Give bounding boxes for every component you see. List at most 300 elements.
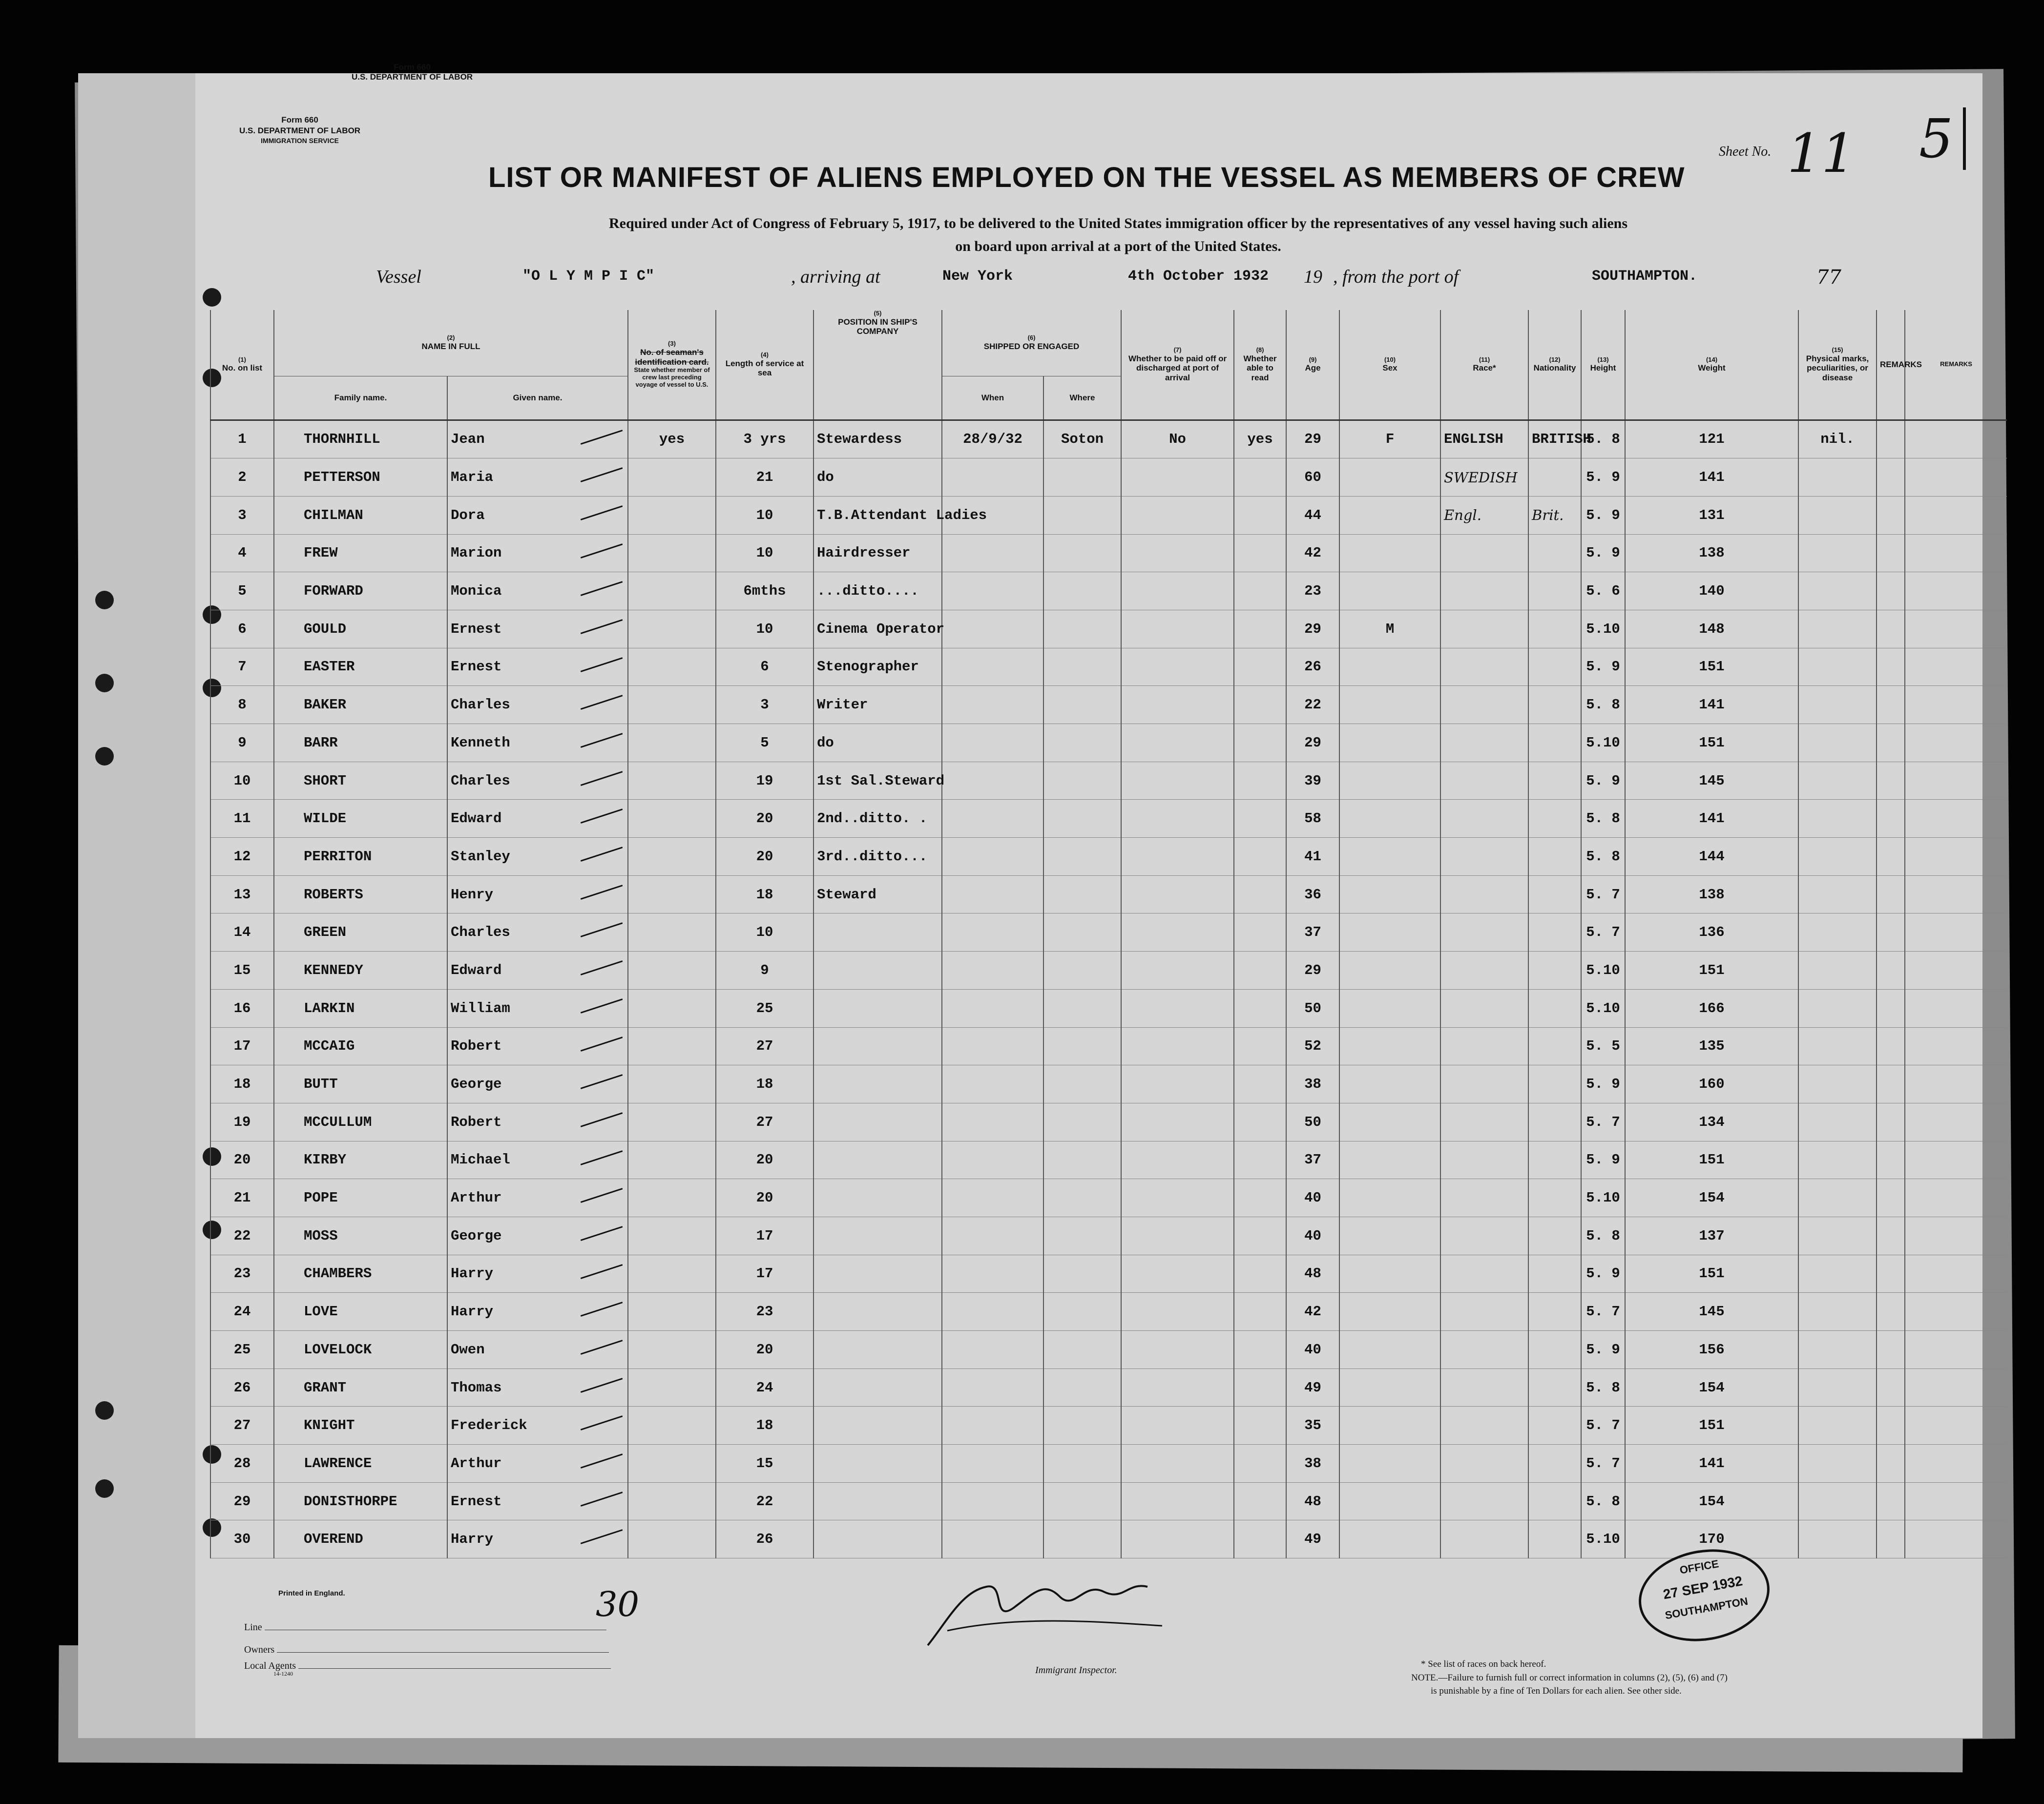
- cell-read: [1234, 496, 1286, 534]
- cell-height: 5. 8: [1581, 420, 1625, 458]
- cell-height: 5. 8: [1581, 1217, 1625, 1255]
- table-row: [210, 724, 2007, 762]
- cell-family: MOSS: [274, 1217, 447, 1255]
- cell-where: [1043, 496, 1121, 534]
- cell-position: T.B.Attendant Ladies: [813, 496, 942, 534]
- cell-length: 18: [716, 875, 813, 913]
- cell-family: BAKER: [274, 686, 447, 724]
- cell-given: [447, 1141, 628, 1179]
- cell-remarks2: [1905, 1520, 2007, 1558]
- cell-family: CHILMAN: [274, 496, 447, 534]
- cell-remarks: [1877, 952, 1905, 990]
- cell-race: [1440, 952, 1528, 990]
- cell-height: 5. 9: [1581, 1065, 1625, 1103]
- cell-family: FREW: [274, 534, 447, 572]
- cell-where: [1043, 534, 1121, 572]
- punch-hole: [95, 1401, 114, 1420]
- cell-prev: [628, 762, 716, 800]
- cell-prev: [628, 875, 716, 913]
- cell-nationality: [1528, 1217, 1581, 1255]
- cell-remarks2: [1905, 913, 2007, 952]
- cell-remarks: [1877, 838, 1905, 876]
- cell-paid: [1121, 1445, 1234, 1483]
- cell-no: 28: [210, 1445, 274, 1483]
- cell-age: 29: [1286, 420, 1339, 458]
- cell-height: 5. 9: [1581, 1255, 1625, 1293]
- cell-remarks2: [1905, 458, 2007, 497]
- cell-physical: [1798, 458, 1877, 497]
- cell-position: Steward: [813, 875, 942, 913]
- cell-read: [1234, 686, 1286, 724]
- cell-age: 42: [1286, 1293, 1339, 1331]
- cell-family: LOVELOCK: [274, 1331, 447, 1369]
- cell-nationality: [1528, 1065, 1581, 1103]
- given-name: Edward: [451, 962, 502, 978]
- cell-family: ROBERTS: [274, 875, 447, 913]
- stamp-bottom: SOUTHAMPTON: [1664, 1595, 1749, 1622]
- cell-height: 5.10: [1581, 989, 1625, 1027]
- cell-height: 5.10: [1581, 1520, 1625, 1558]
- vessel-name: "O L Y M P I C": [522, 268, 655, 285]
- cell-read: [1234, 762, 1286, 800]
- cell-where: [1043, 1141, 1121, 1179]
- cell-position: [813, 1331, 942, 1369]
- col-remarks2-header: REMARKS: [1905, 310, 2007, 420]
- cell-sex: [1339, 1141, 1440, 1179]
- given-name: Charles: [451, 697, 510, 713]
- cell-race: [1440, 1482, 1528, 1520]
- cell-remarks2: [1905, 534, 2007, 572]
- cell-sex: [1339, 1179, 1440, 1217]
- cell-given: [447, 800, 628, 838]
- cell-where: [1043, 1369, 1121, 1407]
- table-row: [210, 1482, 2007, 1520]
- col-given-header: Given name.: [447, 376, 628, 420]
- cell-read: [1234, 1141, 1286, 1179]
- cell-prev: [628, 458, 716, 497]
- cell-nationality: BRITISH: [1528, 420, 1581, 458]
- cell-when: [942, 1027, 1043, 1065]
- table-row: [210, 1445, 2007, 1483]
- cell-height: 5.10: [1581, 610, 1625, 648]
- cell-no: 23: [210, 1255, 274, 1293]
- cell-where: Soton: [1043, 420, 1121, 458]
- cell-height: 5.10: [1581, 952, 1625, 990]
- given-name: Harry: [451, 1531, 494, 1548]
- cell-sex: [1339, 496, 1440, 534]
- cell-age: 50: [1286, 1103, 1339, 1141]
- cell-weight: 140: [1625, 572, 1798, 610]
- cell-read: [1234, 1027, 1286, 1065]
- col-name-header: (2) NAME IN FULL: [274, 310, 628, 376]
- cell-length: 6: [716, 648, 813, 686]
- cell-height: 5. 7: [1581, 913, 1625, 952]
- cell-paid: [1121, 800, 1234, 838]
- cell-nationality: [1528, 648, 1581, 686]
- cell-when: [942, 610, 1043, 648]
- cell-height: 5. 7: [1581, 1293, 1625, 1331]
- cell-given: [447, 1103, 628, 1141]
- cell-no: 5: [210, 572, 274, 610]
- cell-race: [1440, 1027, 1528, 1065]
- cell-physical: [1798, 496, 1877, 534]
- cell-paid: [1121, 1141, 1234, 1179]
- cell-weight: 151: [1625, 648, 1798, 686]
- cell-no: 12: [210, 838, 274, 876]
- cell-when: [942, 1217, 1043, 1255]
- table-row: [210, 420, 2007, 458]
- table-row: [210, 952, 2007, 990]
- cell-position: do: [813, 724, 942, 762]
- table-row: [210, 458, 2007, 497]
- cell-position: 3rd..ditto...: [813, 838, 942, 876]
- cell-read: [1234, 1445, 1286, 1483]
- outer-form-number: Form 660: [394, 62, 431, 72]
- given-name: Arthur: [451, 1455, 502, 1472]
- cell-weight: 121: [1625, 420, 1798, 458]
- cell-prev: [628, 1331, 716, 1369]
- col-race-header: (11) Race*: [1440, 310, 1528, 420]
- stamp-date: 27 SEP 1932: [1662, 1573, 1744, 1602]
- vessel-line: [376, 266, 1890, 290]
- cell-paid: [1121, 1293, 1234, 1331]
- cell-where: [1043, 572, 1121, 610]
- cell-read: yes: [1234, 420, 1286, 458]
- cell-when: [942, 572, 1043, 610]
- cell-age: 26: [1286, 648, 1339, 686]
- check-mark: [581, 1226, 623, 1241]
- given-name: Ernest: [451, 1493, 502, 1510]
- cell-no: 30: [210, 1520, 274, 1558]
- cell-length: 10: [716, 913, 813, 952]
- cell-given: [447, 1445, 628, 1483]
- line-label: Line: [244, 1622, 262, 1633]
- check-mark: [581, 809, 623, 824]
- cell-no: 14: [210, 913, 274, 952]
- cell-when: [942, 1445, 1043, 1483]
- cell-no: 3: [210, 496, 274, 534]
- cell-remarks: [1877, 420, 1905, 458]
- cell-prev: [628, 1369, 716, 1407]
- cell-family: WILDE: [274, 800, 447, 838]
- cell-nationality: [1528, 913, 1581, 952]
- cell-no: 20: [210, 1141, 274, 1179]
- cell-nationality: [1528, 686, 1581, 724]
- cell-weight: 145: [1625, 1293, 1798, 1331]
- printed-note: Printed in England.: [278, 1589, 345, 1597]
- cell-given: [447, 724, 628, 762]
- punch-hole: [95, 1479, 114, 1498]
- cell-read: [1234, 1065, 1286, 1103]
- cell-remarks: [1877, 1293, 1905, 1331]
- col-physical-header: (15) Physical marks, peculiarities, or disease: [1798, 310, 1877, 420]
- cell-paid: [1121, 1027, 1234, 1065]
- cell-read: [1234, 1407, 1286, 1445]
- cell-no: 17: [210, 1027, 274, 1065]
- cell-when: [942, 1520, 1043, 1558]
- check-mark: [581, 1378, 623, 1393]
- cell-weight: 170: [1625, 1520, 1798, 1558]
- cell-position: [813, 1482, 942, 1520]
- given-name: Robert: [451, 1114, 502, 1130]
- punch-hole: [95, 591, 114, 609]
- cell-nationality: [1528, 534, 1581, 572]
- corner-mark: 5: [1919, 107, 1966, 170]
- cell-age: 29: [1286, 610, 1339, 648]
- cell-family: PETTERSON: [274, 458, 447, 497]
- col-position-header: (5) POSITION IN SHIP'S COMPANY: [813, 310, 942, 420]
- cell-sex: [1339, 1255, 1440, 1293]
- cell-nationality: [1528, 610, 1581, 648]
- cell-no: 16: [210, 989, 274, 1027]
- cell-position: do: [813, 458, 942, 497]
- cell-where: [1043, 989, 1121, 1027]
- arrival-date: 4th October 1932: [1128, 268, 1269, 285]
- cell-position: [813, 1179, 942, 1217]
- cell-physical: [1798, 1027, 1877, 1065]
- cell-sex: [1339, 648, 1440, 686]
- inspector-signature: [918, 1562, 1172, 1660]
- cell-where: [1043, 1255, 1121, 1293]
- cell-nationality: Brit.: [1528, 496, 1581, 534]
- form-service: IMMIGRATION SERVICE: [261, 137, 339, 145]
- cell-physical: [1798, 1065, 1877, 1103]
- cell-position: [813, 1217, 942, 1255]
- check-mark: [581, 619, 623, 634]
- table-row: [210, 496, 2007, 534]
- cell-where: [1043, 724, 1121, 762]
- cell-read: [1234, 875, 1286, 913]
- cell-read: [1234, 534, 1286, 572]
- check-mark: [581, 1150, 623, 1165]
- cell-given: [447, 686, 628, 724]
- cell-when: [942, 875, 1043, 913]
- cell-sex: [1339, 1520, 1440, 1558]
- cell-paid: [1121, 496, 1234, 534]
- cell-sex: [1339, 800, 1440, 838]
- cell-nationality: [1528, 1103, 1581, 1141]
- cell-read: [1234, 838, 1286, 876]
- cell-position: Cinema Operator: [813, 610, 942, 648]
- cell-nationality: [1528, 1179, 1581, 1217]
- cell-weight: 144: [1625, 838, 1798, 876]
- cell-race: [1440, 1255, 1528, 1293]
- cell-read: [1234, 724, 1286, 762]
- cell-length: 5: [716, 724, 813, 762]
- cell-paid: [1121, 458, 1234, 497]
- cell-remarks2: [1905, 1027, 2007, 1065]
- cell-nationality: [1528, 952, 1581, 990]
- cell-age: 35: [1286, 1407, 1339, 1445]
- cell-sex: [1339, 1065, 1440, 1103]
- table-row: [210, 1179, 2007, 1217]
- cell-length: 10: [716, 610, 813, 648]
- cell-physical: [1798, 1445, 1877, 1483]
- cell-race: [1440, 1369, 1528, 1407]
- cell-length: 21: [716, 458, 813, 497]
- col-when-header: When: [942, 376, 1043, 420]
- cell-prev: [628, 1445, 716, 1483]
- cell-race: [1440, 1331, 1528, 1369]
- cell-when: [942, 1369, 1043, 1407]
- cell-physical: [1798, 724, 1877, 762]
- given-name: George: [451, 1227, 502, 1244]
- cell-sex: [1339, 1369, 1440, 1407]
- given-name: Thomas: [451, 1379, 502, 1396]
- cell-position: Stenographer: [813, 648, 942, 686]
- cell-paid: [1121, 534, 1234, 572]
- sheet-label: Sheet No.: [1719, 144, 1772, 159]
- cell-read: [1234, 458, 1286, 497]
- cell-physical: [1798, 838, 1877, 876]
- cell-prev: yes: [628, 420, 716, 458]
- cell-when: [942, 458, 1043, 497]
- cell-weight: 134: [1625, 1103, 1798, 1141]
- cell-remarks2: [1905, 686, 2007, 724]
- cell-physical: [1798, 1407, 1877, 1445]
- cell-length: 10: [716, 534, 813, 572]
- cell-family: MCCULLUM: [274, 1103, 447, 1141]
- cell-when: [942, 838, 1043, 876]
- cell-where: [1043, 686, 1121, 724]
- given-name: Dora: [451, 507, 485, 523]
- cell-nationality: [1528, 989, 1581, 1027]
- cell-age: 38: [1286, 1065, 1339, 1103]
- cell-prev: [628, 1103, 716, 1141]
- cell-remarks: [1877, 724, 1905, 762]
- cell-family: KNIGHT: [274, 1407, 447, 1445]
- col-shipped-header: (6) SHIPPED OR ENGAGED: [942, 310, 1121, 376]
- cell-age: 39: [1286, 762, 1339, 800]
- given-name: Jean: [451, 431, 485, 448]
- table-row: [210, 989, 2007, 1027]
- cell-paid: [1121, 686, 1234, 724]
- cell-age: 44: [1286, 496, 1339, 534]
- cell-no: 9: [210, 724, 274, 762]
- table-row: [210, 610, 2007, 648]
- given-name: Ernest: [451, 659, 502, 675]
- cell-sex: [1339, 724, 1440, 762]
- table-row: [210, 1027, 2007, 1065]
- cell-weight: 154: [1625, 1482, 1798, 1520]
- cell-sex: [1339, 989, 1440, 1027]
- given-name: Harry: [451, 1304, 494, 1320]
- cell-race: [1440, 724, 1528, 762]
- cell-physical: [1798, 1103, 1877, 1141]
- cell-position: [813, 989, 942, 1027]
- cell-nationality: [1528, 572, 1581, 610]
- table-row: [210, 1217, 2007, 1255]
- cell-prev: [628, 496, 716, 534]
- cell-given: [447, 952, 628, 990]
- cell-where: [1043, 1179, 1121, 1217]
- cell-length: 20: [716, 1179, 813, 1217]
- cell-remarks: [1877, 1482, 1905, 1520]
- vessel-label: Vessel: [376, 267, 421, 287]
- cell-family: EASTER: [274, 648, 447, 686]
- cell-race: [1440, 1217, 1528, 1255]
- cell-read: [1234, 1331, 1286, 1369]
- cell-read: [1234, 1255, 1286, 1293]
- given-name: George: [451, 1076, 502, 1093]
- cell-paid: [1121, 1331, 1234, 1369]
- cell-height: 5. 7: [1581, 1445, 1625, 1483]
- cell-paid: [1121, 1407, 1234, 1445]
- cell-where: [1043, 800, 1121, 838]
- table-row: [210, 534, 2007, 572]
- check-mark: [581, 1530, 623, 1545]
- cell-sex: [1339, 534, 1440, 572]
- cell-paid: [1121, 1520, 1234, 1558]
- cell-no: 11: [210, 800, 274, 838]
- cell-physical: [1798, 1520, 1877, 1558]
- cell-race: [1440, 572, 1528, 610]
- cell-sex: [1339, 762, 1440, 800]
- cell-when: [942, 1331, 1043, 1369]
- cell-when: [942, 648, 1043, 686]
- cell-weight: 151: [1625, 1407, 1798, 1445]
- subtitle-line-1: Required under Act of Congress of February 5, 1917, to be delivered to the United States immigration officer by the representatives of any vessel having such aliens: [609, 215, 1627, 231]
- cell-where: [1043, 1331, 1121, 1369]
- check-mark: [581, 657, 623, 672]
- cell-family: CHAMBERS: [274, 1255, 447, 1293]
- cell-position: Writer: [813, 686, 942, 724]
- table-row: [210, 1369, 2007, 1407]
- cell-given: [447, 534, 628, 572]
- cell-given: [447, 572, 628, 610]
- table-row: [210, 800, 2007, 838]
- cell-remarks2: [1905, 952, 2007, 990]
- cell-physical: [1798, 989, 1877, 1027]
- total-count: 30: [596, 1584, 640, 1624]
- cell-remarks: [1877, 1027, 1905, 1065]
- cell-height: 5. 9: [1581, 458, 1625, 497]
- cell-prev: [628, 952, 716, 990]
- cell-when: [942, 1065, 1043, 1103]
- given-name: Owen: [451, 1341, 485, 1358]
- punch-hole: [95, 674, 114, 692]
- cell-height: 5. 9: [1581, 1141, 1625, 1179]
- cell-race: [1440, 913, 1528, 952]
- cell-family: GRANT: [274, 1369, 447, 1407]
- cell-remarks2: [1905, 1141, 2007, 1179]
- cell-given: [447, 1293, 628, 1331]
- cell-given: [447, 762, 628, 800]
- cell-physical: [1798, 1331, 1877, 1369]
- cell-where: [1043, 838, 1121, 876]
- cell-paid: [1121, 1179, 1234, 1217]
- cell-prev: [628, 1027, 716, 1065]
- given-name: Frederick: [451, 1417, 527, 1434]
- cell-remarks: [1877, 1255, 1905, 1293]
- cell-prev: [628, 838, 716, 876]
- cell-given: [447, 648, 628, 686]
- cell-race: [1440, 1407, 1528, 1445]
- cell-remarks: [1877, 534, 1905, 572]
- cell-physical: [1798, 1217, 1877, 1255]
- cell-remarks: [1877, 989, 1905, 1027]
- check-mark: [581, 1453, 623, 1469]
- cell-nationality: [1528, 1407, 1581, 1445]
- subtitle-line-2: on board upon arrival at a port of the United States.: [955, 238, 1281, 254]
- cell-height: 5. 7: [1581, 875, 1625, 913]
- check-mark: [581, 998, 623, 1014]
- cell-race: [1440, 989, 1528, 1027]
- cell-given: [447, 610, 628, 648]
- cell-length: 9: [716, 952, 813, 990]
- check-mark: [581, 771, 623, 786]
- cell-when: [942, 1255, 1043, 1293]
